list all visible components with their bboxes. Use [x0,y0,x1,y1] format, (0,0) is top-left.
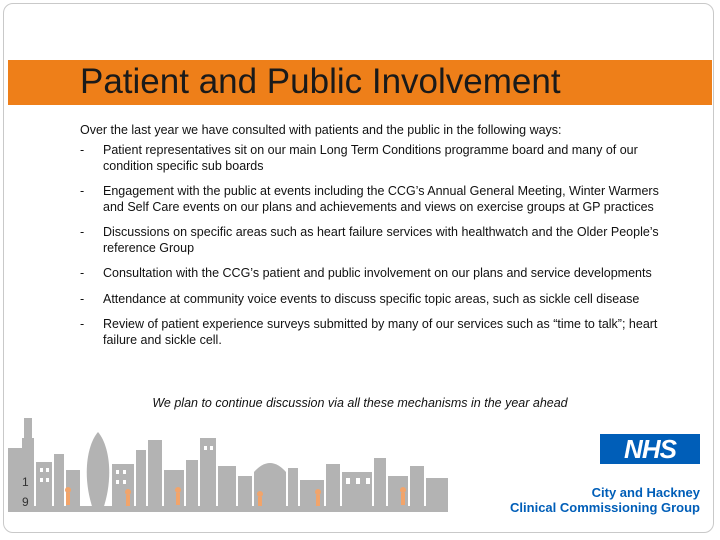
bullet-item [80,184,680,215]
nhs-logo: NHS [600,434,700,464]
bullet-text: Review of patient experience surveys submitted by many of our services such as “time to talk”; heart failure and sickle cell. [103,317,658,347]
slide-title: Patient and Public Involvement [80,62,561,101]
bullet-marker: - [80,266,85,280]
page-number: 19 [22,475,29,509]
bullet-marker: - [80,225,85,239]
bullet-text: Patient representatives sit on our main Long Term Conditions programme board and many of our condition specific sub boards [103,143,638,173]
bullet-item [80,317,680,348]
bullet-text: Engagement with the public at events including the CCG’s Annual General Meeting, Winter Warmers and Self Care events on our plans and achievements and views on exercise groups at GP practices [103,184,659,214]
bullet-item [80,292,680,308]
bullet-item [80,143,680,174]
city-skyline-illustration [8,410,448,512]
org-name-line2: Clinical Commissioning Group [510,500,700,515]
bullet-item [80,225,680,256]
bullet-text: Attendance at community voice events to discuss specific topic areas, such as sickle cell disease [103,291,640,306]
closing-statement: We plan to continue discussion via all these mechanisms in the year ahead [152,396,568,410]
bullet-marker: - [80,317,85,331]
bullet-marker: - [80,143,85,157]
bullet-list [80,143,680,358]
bullet-marker: - [80,291,85,306]
bullet-item [80,266,680,282]
bullet-marker: - [80,184,85,198]
org-name-line1: City and Hackney [591,485,700,500]
intro-text: Over the last year we have consulted with patients and the public in the following ways: [80,123,562,137]
bullet-text: Consultation with the CCG’s patient and public involvement on our plans and service developments [103,266,652,280]
bullet-text: Discussions on specific areas such as heart failure services with healthwatch and the Older People’s reference Group [103,225,659,255]
